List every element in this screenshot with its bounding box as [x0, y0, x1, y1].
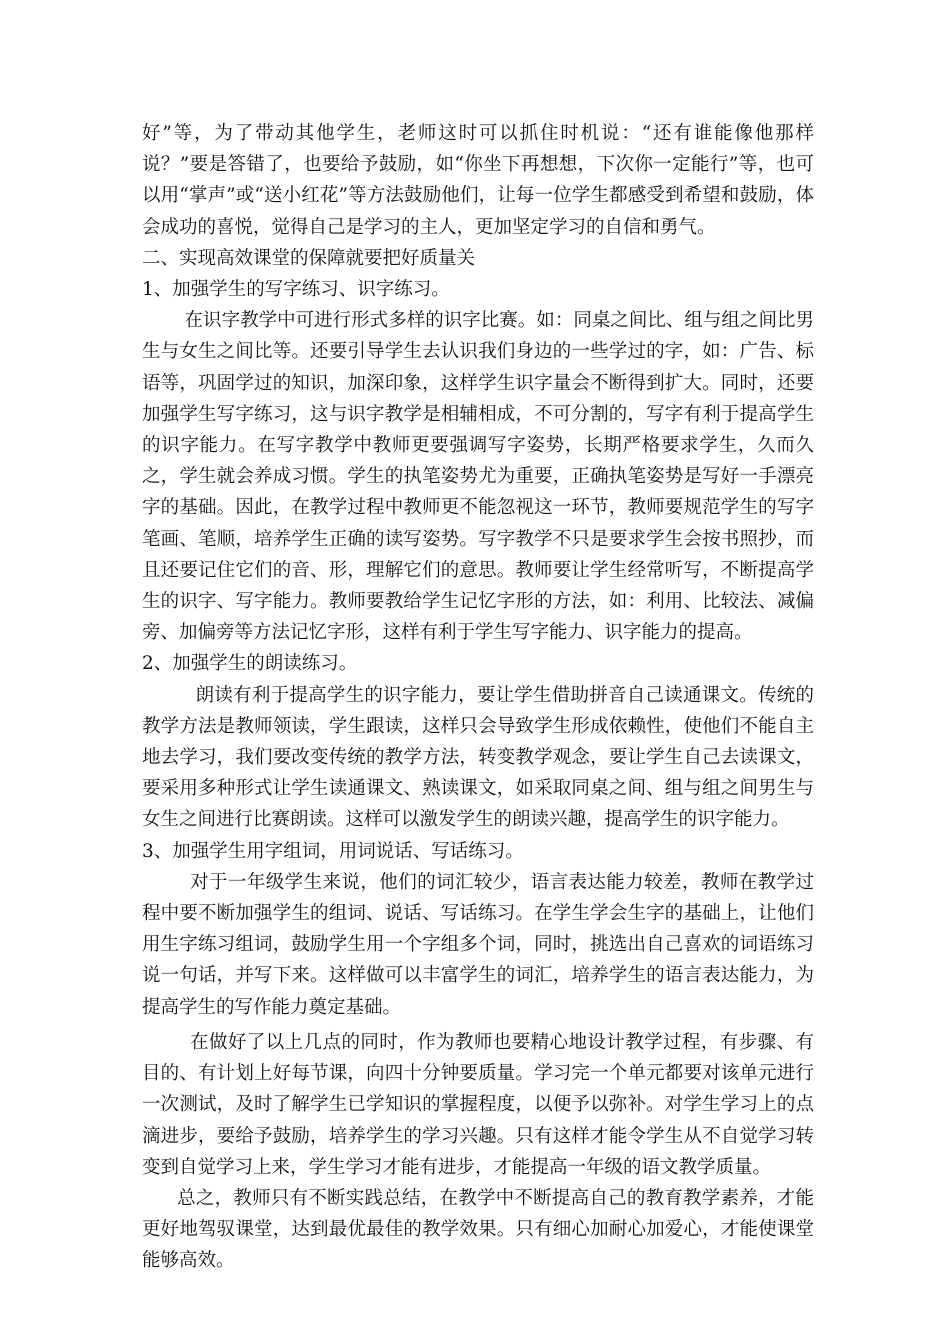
subheading-reading-practice: 2、加强学生的朗读练习。: [142, 653, 358, 675]
paragraph-writing-practice: 在识字教学中可进行形式多样的识字比赛。如：同桌之间比、组与组之间比男生与女生之间比等。还要引导学生去认识我们身边的一些学过的字，如：广告、标语等，巩固学过的知识，加深印象，这样学生识字量会不断得到扩大。同时，还要加强学生写字练习，这与识字教学是相辅相成，不可分割的，写字有利于提高学生的识字能力。在写字教学中教师更要强调写字姿势，长期严格要求学生，久而久之，学生就会养成习惯。学生的执笔姿势尤为重要，正确执笔姿势是写好一手漂亮字的基础。因此，在教学过程中教师更不能忽视这一环节，教师要规范学生的写字笔画、笔顺，培养学生正确的读写姿势。写字教学不只是要求学生会按书照抄，而且还要记住它们的音、形，理解它们的意思。教师要让学生经常听写，不断提高学生的识字、写字能力。教师要教给学生记忆字形的方法，如：利用、比较法、减偏旁、加偏旁等方法记忆字形，这样有利于学生写字能力、识字能力的提高。: [142, 310, 814, 644]
paragraph-word-practice: 对于一年级学生来说，他们的词汇较少，语言表达能力较差，教师在教学过程中要不断加强学生的组词、说话、写话练习。在学生学会生字的基础上，让他们用生字练习组词，鼓励学生用一个字组多个词，同时，挑选出自己喜欢的词语练习说一句话，并写下来。这样做可以丰富学生的词汇，培养学生的语言表达能力，为提高学生的写作能力奠定基础。: [142, 871, 814, 1018]
subheading-writing-practice: 1、加强学生的写字练习、识字练习。: [142, 279, 450, 301]
subheading-word-practice: 3、加强学生用字组词，用词说话、写话练习。: [142, 840, 524, 862]
paragraph-encouragement: 好”等，为了带动其他学生，老师这时可以抓住时机说：“还有谁能像他那样说？”要是答错了，也要给予鼓励，如“你坐下再想想，下次你一定能行”等，也可以用“掌声”或“送小红花”等方法鼓励他们，让每一位学生都感受到希望和鼓励，体会成功的喜悦，觉得自己是学习的主人，更加坚定学习的自信和勇气。: [142, 123, 814, 238]
paragraph-lesson-design: 在做好了以上几点的同时，作为教师也要精心地设计教学过程，有步骤、有目的、有计划上好每节课，向四十分钟要质量。学习完一个单元都要对该单元进行一次测试，及时了解学生已学知识的掌握程度，以便予以弥补。对学生学习上的点滴进步，要给予鼓励，培养学生的学习兴趣。只有这样才能令学生从不自觉学习转变到自觉学习上来，学生学习才能有进步，才能提高一年级的语文教学质量。: [142, 1031, 814, 1178]
paragraph-conclusion: 总之，教师只有不断实践总结，在教学中不断提高自己的教育教学素养，才能更好地驾驭课堂，达到最优最佳的教学效果。只有细心加耐心加爱心，才能使课堂能够高效。: [142, 1187, 814, 1272]
section-heading-quality: 二、实现高效课堂的保障就要把好质量关: [142, 247, 476, 269]
paragraph-reading-practice: 朗读有利于提高学生的识字能力，要让学生借助拼音自己读通课文。传统的教学方法是教师领读，学生跟读，这样只会导致学生形成依赖性，使他们不能自主地去学习，我们要改变传统的教学方法，转变教学观念，要让学生自己去读课文，要采用多种形式让学生读通课文、熟读课文，如采取同桌之间、组与组之间男生与女生之间进行比赛朗读。这样可以激发学生的朗读兴趣，提高学生的识字能力。: [142, 684, 814, 831]
document-body: [142, 118, 814, 1277]
